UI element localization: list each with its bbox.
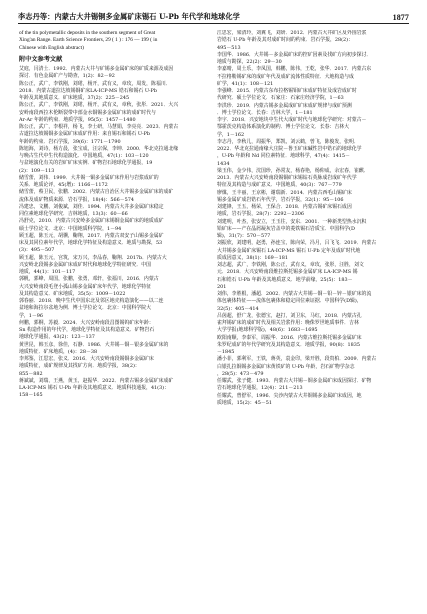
reference-line: 年龄及其地质意义．矿床地质，37(2)：225－245 [19, 95, 130, 102]
reference-line: 石和锆石 U-Pb 年龄及其地质意义．地学前缘，25(5)：183－ [217, 276, 353, 283]
reference-line: 李邦鉴，江思宏，张义．2016．大兴安岭南段锡铜多金属矿床 [19, 356, 154, 363]
reference-line: Sn 构造作用的年代学，地球化学特征及其构造意义．矿物岩石 [19, 327, 155, 334]
right-column [217, 30, 409, 608]
reference-line: 地质特征，成矿规律及其找矿方向．地质学报，38(2)： [19, 363, 140, 370]
reference-line: 冯舒克，2010．内蒙古兴安岭多金属矿床锡铜金属矿床的地质成矿 [19, 218, 164, 225]
reference-line: 床及其同位素年代学，地球化学特征及构造意义．地质与勘探，53 [19, 240, 163, 247]
reference-line: 刘振欣，刘建明，赵勇，孙连宝，陈向荣，冯月，吕飞飞．2019．内蒙古 [217, 240, 377, 247]
reference-line: 刘建明，叶杰，张安立，王玉往，安东．2001．一种新类型热水沉积 [217, 218, 367, 225]
reference-line: 地球化学通报，43(2)：123－137 [19, 334, 95, 341]
reference-line: 顾玉超，陈玉元，胡骥，鞠翔，2017．内蒙古双安子山锡多金属矿 [19, 232, 164, 239]
reference-line: 地质与勘探，22(2)：29－30 [217, 59, 282, 65]
reference-line: 岩锆石 U-Pb 年龄及其对成矿时间的约束．岩石学报，28(2)： [217, 37, 353, 44]
reference-line: 何鹏，郭桐，苏毅．2024．大兴安岭南段昌图锡钨矿床年龄： [19, 319, 154, 326]
reference-line: 李强峰．2015．内蒙古东布拉格锡钼矿床成矿特征及成岩成矿时 [217, 88, 357, 94]
reference-line: 与晚古生代中生代构造演化．中国地质，47(1)：103－120 [19, 153, 149, 160]
reference-line: 地质，岩石学报，28(7)：2292－2306 [217, 211, 304, 218]
reference-line: 同位素地球化学研究．吉林地质，13(3)：60－66 [19, 211, 128, 218]
reference-line: 855－882 [19, 370, 43, 377]
reference-line: 辑)，31(7)：570－577 [217, 233, 271, 239]
reference-line: 地质，44(1)：101－117 [19, 269, 76, 276]
reference-line: 体包裹体特征——流体包裹体和稳定同位素证据．中国科学(D辑)， [217, 298, 362, 305]
reference-line: 兴安岭北段锡多金属矿床成矿时代和地球化学特征研究．中国 [19, 261, 152, 268]
reference-line: 刘志超，武广，李铁刚，陈公正，武有义，章玫，张彤，汪胜，刘文 [217, 262, 364, 268]
reference-line: Ar-Ar 年龄的约束．地质学报，95(5)：1457－1480 [19, 116, 136, 123]
reference-line: 李志丹，李秋儿，周振华，郑凯，刘云鹤，曾飞，陈俊发，张明． [217, 138, 359, 145]
reference-line: 硕士学位论文．北京：中国地质科学院，1－94 [19, 225, 122, 232]
reference-line: (3)：495－507 [19, 247, 55, 254]
reference-line: 不拉格勒锡矿床的成矿年代及成矿流体性质特征．大地构造与成 [217, 73, 354, 80]
reference-line: 江思宏，梁清玲，刘翼飞，刘妍．2012．内蒙古大井矿区及外围岩浆 [217, 30, 367, 36]
reference-line: 朱罗纪成矿的年代学研究及其构造意义．地质学报，90(8)：1835 [217, 341, 360, 348]
reference-list-left [19, 66, 211, 400]
reference-line: 储雪蕾，蔡卫民，张鹏．2002．内蒙古自治区大井锡多金属矿床的成矿 [19, 189, 174, 196]
reference-line: 任耀武，张子健．1993．内蒙古大井锡－铜多金属矿床成因探讨．矿物 [217, 378, 372, 384]
reference-line: 梁玉伟，金少伟，沈国珍，孙常友，杨春艳，杨仰成，余宏春，崔麒． [217, 167, 369, 174]
reference-line: 元．2018．大兴安岭南段维拉斯托锡多金属矿床 LA-ICP-MS 锡 [217, 269, 358, 276]
reference-line: 欧阳南顺，李泰军，周振华．2016．内蒙古维拉斯托锡多金属矿床 [217, 334, 362, 341]
reference-line: 代研究．硕士学位论文．石家庄：石家庄经济学院，1－63 [217, 95, 344, 102]
reference-line: 郭帆，郭峰，周国，张鹏，张勇，邓轩，张福川，2016．内蒙古 [19, 276, 159, 283]
reference-line: 吕茵超，舒广龙，张德宝，赵打，刘卫东，马红，2018．内蒙古孔 [217, 312, 362, 319]
reference-line: 与盆地演化有关的岩矿矿床实例．矿物岩石地球化学通报，19 [19, 160, 153, 167]
reference-list-right [217, 30, 409, 407]
reference-line: ，U-Pb 年龄和 Nd 同位素特征．地球科学，47(4)：1415－ [217, 153, 350, 160]
reference-line: 顾玉超，陈玉元，宫筑，宋万兴，李品春，鞠翔．2017b．内蒙古大 [19, 254, 167, 261]
reference-line: 锡多金属矿成岩锆石年代学，岩石学报，32(1)：95－106 [217, 196, 344, 203]
reference-line: 流体及成矿物质来源．岩石学报，18(4)：566－574 [19, 196, 134, 203]
reference-line: 任耀武，曾舒军，1996．尖沙内蒙古大井铜锡多金属矿床成因，地 [217, 392, 362, 399]
reference-line: 2013．内蒙古大兴安岭南段锡铜矿床锡钻石英脉成岩成矿年代学 [217, 175, 357, 181]
reference-line: 32(5)：405－414 [217, 305, 259, 312]
reference-line: 冯建忠，文鹏，刘俊斌，刘佳．1994．内蒙古大井多金属矿床稳定 [19, 203, 164, 210]
reference-line: 安岭南段西拉木伦断裂带中部金水铜锡多金属矿床的成矿时代与 [19, 109, 156, 116]
section-title: 附中文参考文献 [19, 56, 63, 64]
reference-line: (2)：109－113 [19, 167, 55, 174]
reference-line: LA-ICP-MS 锡石 U-Pb 年龄及其地质意义．地质科技通报，41(3)： [19, 385, 169, 392]
reference-line: 大井锡多金属矿床锡石 LA-ICP-MS 锡石 U-Pb 定年及成矿时代地 [217, 247, 361, 254]
reference-line: 201 [217, 283, 227, 290]
reference-line: 李国华．1986．大井锡－多金属矿床的控矿因素及找矿方向初步探讨． [217, 51, 372, 58]
reference-line: 李嘉晴，周土乐，李凤国，韩鹏，陈伟，王乾，张华．2017．内蒙古东 [217, 66, 372, 73]
reference-line: 盆地和海拉尔盆地为例．博士学位论文．北京：中国科学院大 [19, 305, 152, 312]
reference-line: 学，1－162 [217, 131, 245, 138]
running-head-title: 李志丹等：内蒙古大井锡铜多金属矿床锡石 U-Pb 年代学和地球化学 [18, 12, 240, 21]
reference-line: 495－513 [217, 44, 241, 51]
reference-line: 2022．华北克拉通南缘大庄院－鲁玉矿床碱性岩中锆石的地球化学 [217, 146, 362, 152]
reference-line: 雀拜锡矿床的成矿时代及相关岩浆作用：晚侏罗世地质事件．吉林 [217, 320, 359, 326]
reference-line: 1434 [217, 160, 230, 167]
reference-line: 铅矿床——产在晶屑凝灰岩盖中的菱铁锡石岩质宝．中国科学(D [217, 225, 355, 232]
reference-line: 2018．内蒙古道拉达坡锡铜矿床LA-ICP-MS 锆石和锡石 U-Pb [19, 87, 157, 94]
reference-line: 黄世昆，韩玉彦，徐佳，石静．1986．大井锡－铜－银多金属矿床的 [19, 341, 169, 348]
english-abstract-tail [19, 30, 211, 52]
reference-line: ，28(5)：473－479 [217, 370, 264, 377]
abstract-line: of the tin polymetallic deposits in the southern segment of Great [19, 30, 156, 36]
reference-line: 李宇．2018．兴安地块中生代大成矿时代与地球化学研究：对蒙古－ [217, 117, 367, 123]
page-number: 1877 [392, 13, 409, 22]
reference-line: 矿学，41(1)：108－121 [217, 80, 274, 87]
reference-line: 艾庭，闫清士．1992．内蒙古大井与矿锡多金属矿床的矿质来源及成因 [19, 66, 174, 73]
reference-line: ．博士学位论文．长春：吉林大学，1－181 [217, 109, 313, 116]
reference-line: 刘伟，李胜根，潘超．2002．内蒙古大井锡－铜－铅－锌－银矿床的流 [217, 291, 372, 297]
reference-line: 郭春丽．2018．晚中生代中国东北及邻区地壳构造演化——以二连 [19, 298, 164, 305]
reference-line: 质成因意义，38(1)：169－181 [217, 254, 288, 261]
running-head [18, 8, 409, 22]
reference-line: 年龄的约束．岩石学报，39(6)：1771－1790 [19, 138, 121, 145]
reference-line: 蒋斌斌，刘瑞，王燕，黄玉，赵振华．2022．内蒙古锡多金属矿床成矿 [19, 377, 174, 384]
reference-line: 潘小菲，郭利军，王铁，蒋英，袁金印，梁开胜，段贵柏．2009．内蒙古 [217, 356, 377, 363]
reference-line: 鄂霍茨克构造体系演化的制约．博士学位论文．长春：吉林大 [217, 124, 350, 131]
reference-line: 廖煤，王丰丽，王京彬，谢瑞新．2014．内蒙古西毛山锡矿床 [217, 189, 352, 196]
reference-line: －1845 [217, 349, 235, 355]
reference-line: 158－165 [19, 392, 43, 399]
reference-line: 地质特征．矿床地质，(4)：28－38 [19, 348, 98, 355]
reference-line: 特征及其构造与成矿意义．中国地质，40(3)：767－779 [217, 182, 342, 189]
reference-line: 大兴安岭南段毛登小孤山锡多金属矿床年代学，地球化学特征 [19, 283, 152, 290]
reference-line: 质地质，15(2)：45－51 [217, 399, 272, 406]
reference-line: 岩石地球化学通报，12(4)：211－213 [217, 385, 303, 392]
abstract-line: Chinese with English abstract) [19, 44, 84, 51]
reference-line: 陈公正，武广，李铁刚，刘珺，杨开，武有义，章秋，张彤．2021．大兴 [19, 102, 179, 109]
reference-line: 及其构造意义．矿床地质，35(5)：1009－1022 [19, 290, 126, 297]
reference-line: 古道拉达坡锡铜多金属矿床成矿作用：来自锡石和锡石 U-Pb [19, 131, 151, 138]
reference-line: 储雪蕾，刘伟．1999．大井锡一铜多金属矿床作用与岩浆成矿的 [19, 174, 159, 181]
reference-line: 刘建锋，王五，杨荣，王保合．2018．内蒙古锡矿床锡石成因 [217, 204, 352, 210]
reference-line: 陈公正，武广，李铁刚，刘珺，杨开，武有义，章玫，周发，陈福川． [19, 80, 171, 87]
reference-line: 关系．地质论评，45(增)：1166－1172 [19, 182, 108, 189]
left-column [19, 30, 211, 608]
reference-line: 白银扎拉铜锡多金属矿床黄铁矿的 U-Pb 年龄，岩石矿物学杂志 [217, 363, 355, 370]
reference-line: 陈旭海，刘诗，杨方晨，张宝成，汪宗保，李坤．2000．华北克拉通北缘 [19, 145, 179, 152]
abstract-line: Xing'an Range. Earth Science Frontiers, 29 ( 1 ) : 176 — 199 ( in [19, 37, 158, 44]
header-rule [18, 23, 409, 24]
reference-line: 学，1－96 [19, 312, 44, 319]
reference-line: 探讨．有色金属矿产与勘查，1(2)：82－92 [19, 73, 115, 80]
reference-line: 李洪珍．2019．内蒙古锡多金属成矿矿床成矿规律与成矿预测 [217, 102, 352, 109]
reference-line: 大学学报(地球科学版)，48(6)：1683－1695 [217, 327, 318, 334]
reference-line: 陈公正，武广，李根祥，杨飞，李士研，马慧娟，李亮亮．2023．内蒙古 [19, 124, 179, 131]
